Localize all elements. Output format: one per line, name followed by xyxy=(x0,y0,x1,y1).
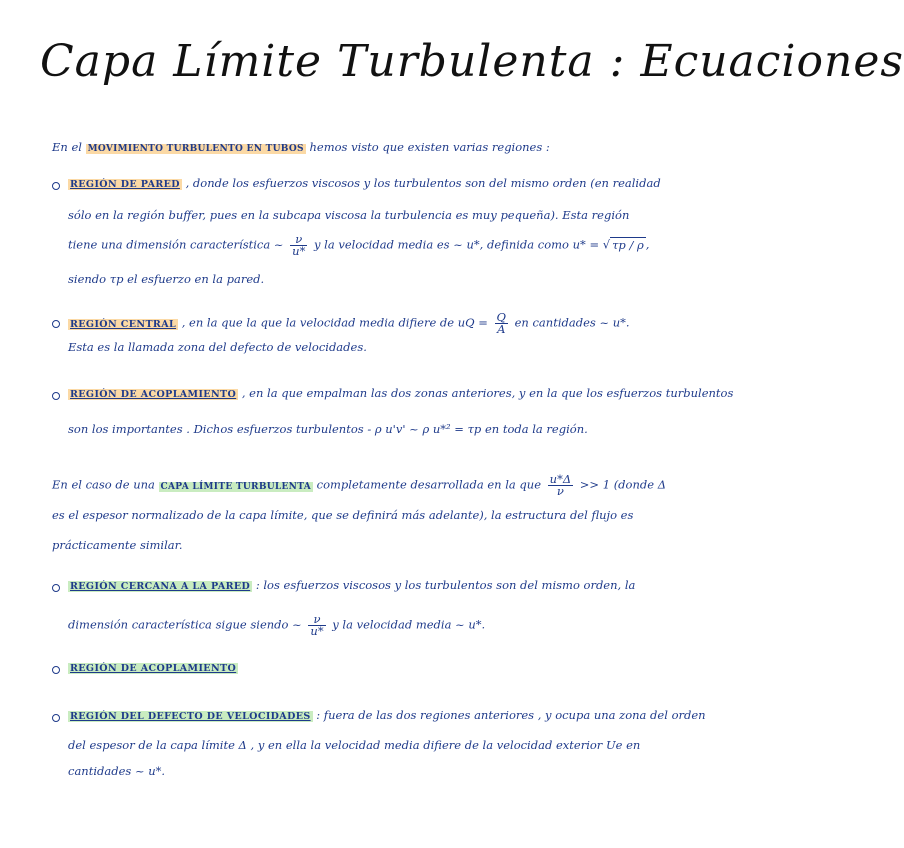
fraction-ustar-delta-over-nu xyxy=(548,474,573,497)
capa-highlight: CAPA LÍMITE TURBULENTA xyxy=(160,481,311,492)
cercana-line2-post: y la velocidad media ~ u*. xyxy=(332,617,486,632)
page-title: Capa Límite Turbulenta : Ecuaciones xyxy=(40,36,904,87)
capa-line-1 xyxy=(52,474,666,497)
frac-den: u* xyxy=(310,624,324,638)
cercana-line1-text: : los esfuerzos viscosos y los turbulentos son del mismo orden, la xyxy=(255,578,636,592)
pared-line3-post: , xyxy=(645,237,650,252)
central-label: REGIÓN CENTRAL xyxy=(70,318,177,330)
central-line1-pre: , en la que la que la velocidad media difiere de uQ = xyxy=(181,315,488,330)
acoplamiento-label: REGIÓN DE ACOPLAMIENTO xyxy=(70,389,237,400)
fraction-nu-over-ustar xyxy=(290,234,307,257)
defecto-line-3: cantidades ~ u*. xyxy=(68,764,166,778)
frac-num: ν xyxy=(290,234,307,246)
sqrt-content: τp / ρ xyxy=(612,237,644,252)
capa-line1-mid: completamente desarrollada en la que xyxy=(316,477,542,492)
central-line-1 xyxy=(68,312,630,335)
intro-pre: En el xyxy=(52,140,82,154)
pared-line-2: sólo en la región buffer, pues en la subcapa viscosa la turbulencia es muy pequeña). Esta región xyxy=(68,208,630,222)
pared-label: REGIÓN DE PARED xyxy=(70,179,180,190)
fraction-q-over-a xyxy=(495,312,508,335)
cercana-line-2 xyxy=(68,614,485,637)
cercana-line-1 xyxy=(68,578,635,592)
capa-line1-post: >> 1 (donde Δ xyxy=(579,477,667,492)
bullet-icon xyxy=(52,182,60,190)
frac-den: ν xyxy=(556,484,564,498)
acoplamiento-line-1 xyxy=(68,386,733,400)
sqrt-symbol: √ xyxy=(602,237,611,252)
bullet-icon xyxy=(52,320,60,328)
defecto-label: REGIÓN DEL DEFECTO DE VELOCIDADES xyxy=(70,711,311,722)
intro-post: hemos visto que existen varias regiones : xyxy=(309,140,550,154)
acoplamiento2-label: REGIÓN DE ACOPLAMIENTO xyxy=(70,663,237,674)
defecto-line-2: del espesor de la capa límite Δ , y en ella la velocidad media difiere de la velocidad exterior Ue en xyxy=(68,738,641,752)
pared-line1-text: , donde los esfuerzos viscosos y los turbulentos son del mismo orden (en realidad xyxy=(185,176,661,190)
defecto-line1-text: : fuera de las dos regiones anteriores , y ocupa una zona del orden xyxy=(316,708,706,722)
frac-num: u*Δ xyxy=(549,472,572,486)
frac-num: Q xyxy=(496,310,506,324)
central-line1-post: en cantidades ~ u*. xyxy=(514,315,630,330)
acoplamiento2-line xyxy=(68,660,238,674)
intro-line xyxy=(52,140,550,154)
bullet-icon xyxy=(52,714,60,722)
intro-highlight: MOVIMIENTO TURBULENTO EN TUBOS xyxy=(87,144,304,154)
frac-den: u* xyxy=(292,244,306,258)
bullet-icon xyxy=(52,392,60,400)
capa-line1-pre: En el caso de una xyxy=(52,477,155,492)
cercana-label: REGIÓN CERCANA A LA PARED xyxy=(70,581,251,592)
frac-den: A xyxy=(497,322,506,336)
pared-line-4: siendo τp el esfuerzo en la pared. xyxy=(68,272,265,286)
capa-line-2: es el espesor normalizado de la capa límite, que se definirá más adelante), la estructura del flujo es xyxy=(52,508,634,522)
cercana-line2-pre: dimensión característica sigue siendo ~ xyxy=(68,617,302,632)
pared-line3-pre: tiene una dimensión característica ~ xyxy=(68,237,284,252)
capa-line-3: prácticamente similar. xyxy=(52,538,183,552)
frac-num: ν xyxy=(308,614,325,626)
pared-line-3 xyxy=(68,234,649,257)
pared-line-1 xyxy=(68,176,661,190)
acoplamiento-line1-text: , en la que empalman las dos zonas anteriores, y en la que los esfuerzos turbulentos xyxy=(241,386,734,400)
defecto-line-1 xyxy=(68,708,706,722)
acoplamiento-line-2: son los importantes . Dichos esfuerzos turbulentos - ρ u'v' ~ ρ u*² = τp en toda la región. xyxy=(68,422,588,436)
pared-line3-mid: y la velocidad media es ~ u*, definida como u* = xyxy=(314,237,600,252)
central-line-2: Esta es la llamada zona del defecto de velocidades. xyxy=(68,340,367,354)
bullet-icon xyxy=(52,584,60,592)
bullet-icon xyxy=(52,666,60,674)
fraction-nu-over-ustar-2 xyxy=(308,614,325,637)
